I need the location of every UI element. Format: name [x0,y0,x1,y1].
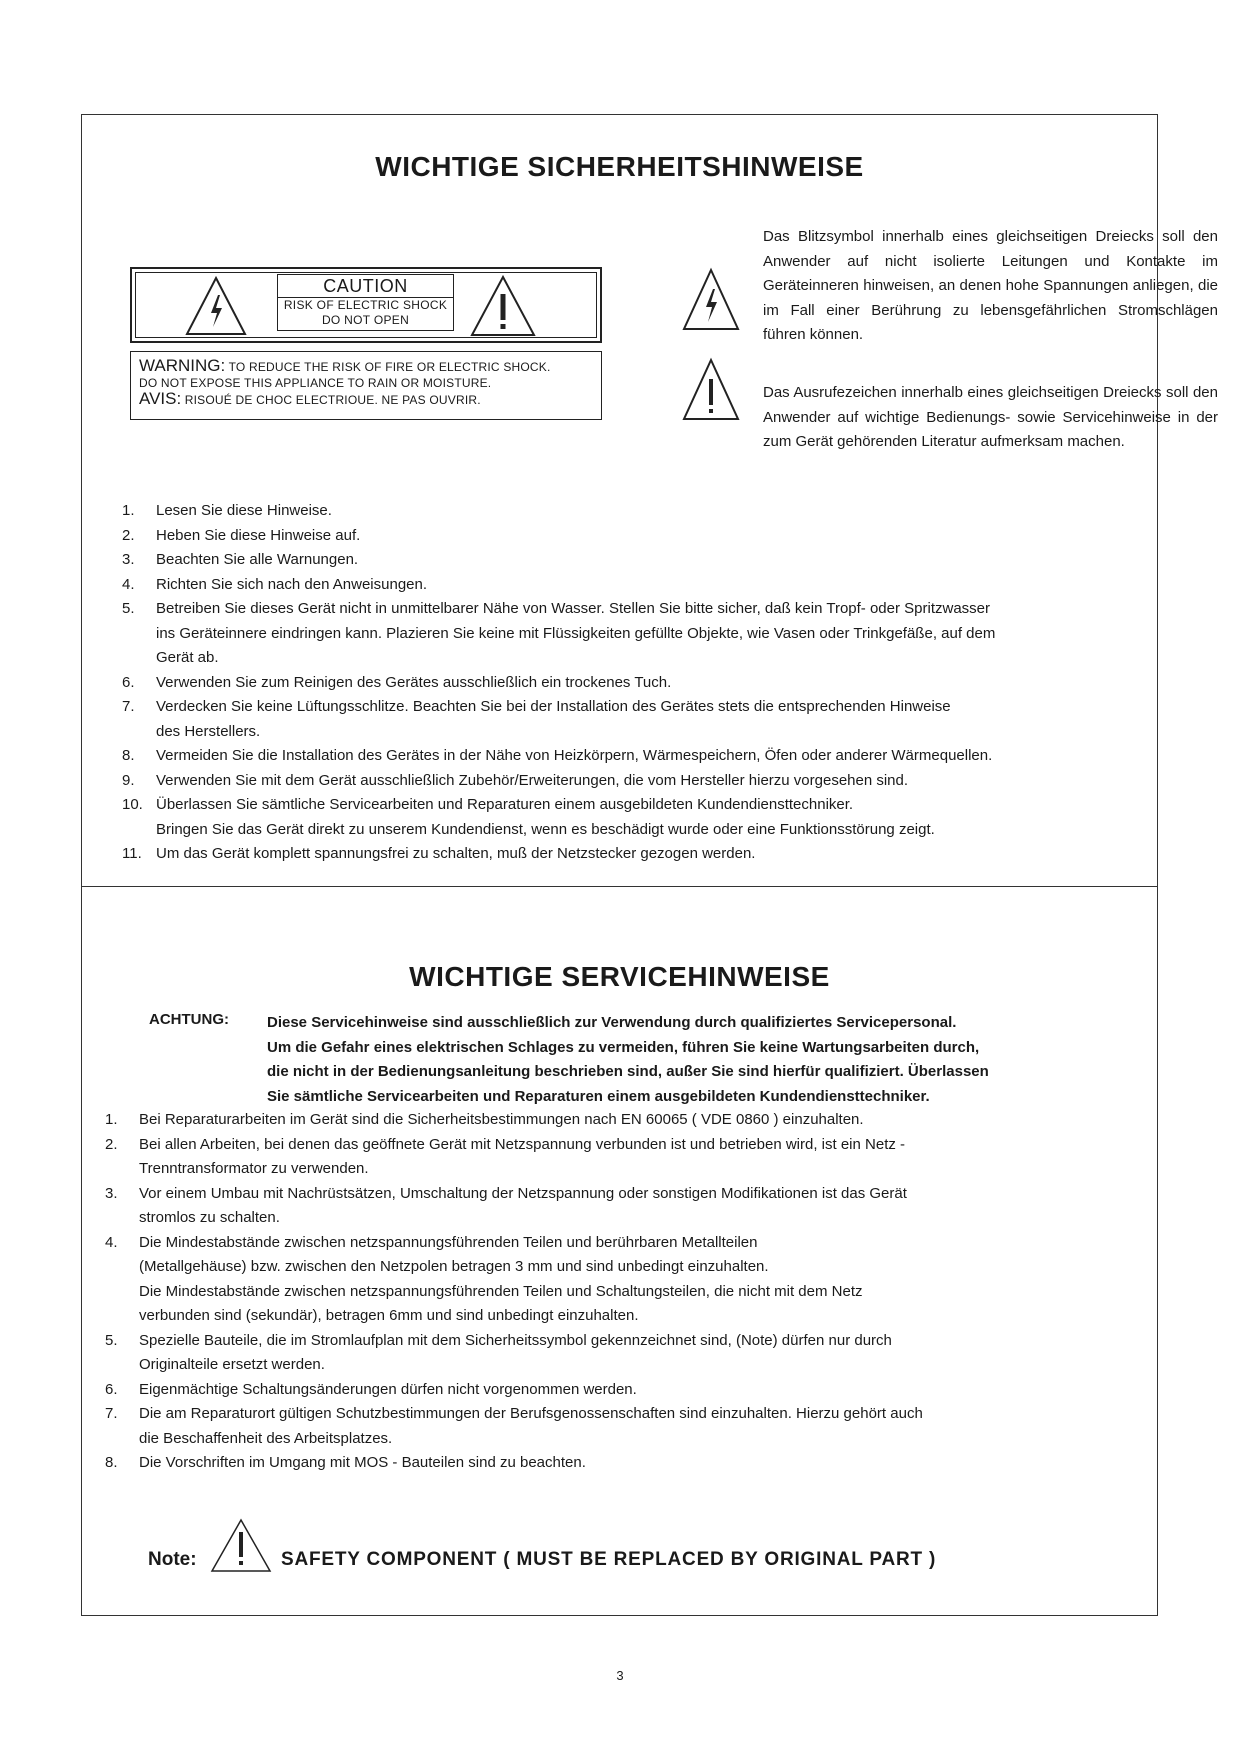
list-item: 1. Lesen Sie diese Hinweise. [122,502,332,519]
list-item: 8. Die Vorschriften im Umgang mit MOS - Bauteilen sind zu beachten. [105,1454,586,1471]
safety-exclamation-icon [210,1518,272,1574]
service-instructions-list [105,1108,1105,1476]
document-frame [81,114,1218,1616]
exclamation-explanation: Das Ausrufezeichen innerhalb eines gleichseitigen Dreiecks soll den Anwender auf wichtige Bedienungs- sowie Servicehinweise in der zum Gerät gehörenden Literatur aufmerksam machen. [763,384,1218,450]
list-item: 4. Die Mindestabstände zwischen netzspannungsführenden Teilen und berührbaren Metallteilen (Metallgehäuse) bzw. zwischen den Netzpolen betragen 3 mm und sind unbedingt einzuhalten. Die Mindestabstände zwischen netzspannungsführenden Teilen und Schaltungsteilen, die nicht mit dem Netz verbunden sind (sekundär), betragen 6mm und sind unbedingt einzuhalten. [105,1233,863,1324]
caution-word: CAUTION [278,275,453,298]
caution-label [130,267,602,343]
lightning-symbol-icon [682,267,740,333]
lightning-triangle-icon [184,275,248,337]
warning-label [130,351,602,420]
list-item: 9. Verwenden Sie mit dem Gerät ausschließlich Zubehör/Erweiterungen, die vom Hersteller hierzu vorgesehen sind. [122,771,909,789]
risk-line-1: RISK OF ELECTRIC SHOCK [283,298,448,312]
note-text: SAFETY COMPONENT ( MUST BE REPLACED BY ORIGINAL PART ) [281,1549,937,1570]
list-item: 5. Spezielle Bauteile, die im Stromlaufplan mit dem Sicherheitssymbol gekennzeichnet sind, (Note) dürfen nur durch Originalteile ersetzt werden. [105,1331,892,1373]
list-item: 1. Bei Reparaturarbeiten im Gerät sind die Sicherheitsbestimmungen nach EN 60065 ( VDE 0860 ) einzuhalten. [105,1111,864,1128]
list-item: 5. Betreiben Sie dieses Gerät nicht in unmittelbarer Nähe von Wasser. Stellen Sie bitte sicher, daß kein Tropf- oder Spritzwasser ins Geräteinnere eindringen kann. Plazieren Sie keine mit Flüssigkeiten gefüllte Objekte, wie Vasen oder Trinkgefäße, auf dem Gerät ab. [122,600,996,666]
caution-center [277,274,454,331]
list-item: 7. Verdecken Sie keine Lüftungsschlitze. Beachten Sie bei der Installation des Gerätes stets die entsprechenden Hinweise des Herstellers. [122,698,951,740]
page-number: 3 [616,1668,624,1683]
warning-word: WARNING: [139,356,226,375]
list-item: 8. Vermeiden Sie die Installation des Gerätes in der Nähe von Heizkörpern, Wärmespeichern, Öfen oder anderer Wärmequellen. [122,747,993,764]
list-item: 11. Um das Gerät komplett spannungsfrei zu schalten, muß der Netzstecker gezogen werden. [122,845,756,862]
warning-line-2: DO NOT EXPOSE THIS APPLIANCE TO RAIN OR MOISTURE. [139,376,492,390]
list-item: 6. Verwenden Sie zum Reinigen des Gerätes ausschließlich ein trockenes Tuch. [122,673,672,691]
list-item: 2. Heben Sie diese Hinweise auf. [122,526,361,544]
list-item: 3. Vor einem Umbau mit Nachrüstsätzen, Umschaltung der Netzspannung oder sonstigen Modifikationen ist das Gerät stromlos zu schalten. [105,1184,907,1226]
list-item: 7. Die am Reparaturort gültigen Schutzbestimmungen der Berufsgenossenschaften sind einzuhalten. Hierzu gehört auch die Beschaffenheit des Arbeitsplatzes. [105,1405,923,1447]
warning-line-1: TO REDUCE THE RISK OF FIRE OR ELECTRIC SHOCK. [228,360,551,374]
list-item: 4. Richten Sie sich nach den Anweisungen. [122,575,428,593]
service-title: WICHTIGE SERVICEHINWEISE [409,961,830,992]
safety-title: WICHTIGE SICHERHEITSHINWEISE [375,151,864,182]
list-item: 6. Eigenmächtige Schaltungsänderungen dürfen nicht vorgenommen werden. [105,1380,637,1398]
lightning-explanation: Das Blitzsymbol innerhalb eines gleichseitigen Dreiecks soll den Anwender auf nicht isolierte Leitungen und Kontakte im Geräteinneren hinweisen, an denen hohe Spannungen anliegen, die im Fall einer Berührung zu lebensgefährlichen Stromschlägen führen können. [763,228,1218,343]
risk-line-2: DO NOT OPEN [321,313,410,327]
note-label: Note: [148,1549,197,1570]
achtung-text: Diese Servicehinweise sind ausschließlich zur Verwendung durch qualifiziertes Servicepersonal. Um die Gefahr eines elektrischen Schlages zu vermeiden, führen Sie keine Wartungsarbeiten durch, die nicht in der Bedienungsanleitung beschrieben sind, außer Sie sind hierfür qualifiziert. Überlassen Sie sämtliche Servicearbeiten und Reparaturen einem ausgebildeten Kundendiensttechniker. [267,1014,989,1105]
list-item: 10. Überlassen Sie sämtliche Servicearbeiten und Reparaturen einem ausgebildeten Kundendiensttechniker. Bringen Sie das Gerät direkt zu unserem Kundendienst, wenn es beschädigt wurde oder eine Funktionsstörung zeigt. [122,796,935,838]
achtung-label: ACHTUNG: [149,1011,229,1028]
list-item: 3. Beachten Sie alle Warnungen. [122,551,359,568]
list-item: 2. Bei allen Arbeiten, bei denen das geöffnete Gerät mit Netzspannung verbunden ist und betrieben wird, ist ein Netz - Trenntransformator zu verwenden. [105,1135,906,1177]
section-divider [82,886,1157,887]
avis-text: RISOUÉ DE CHOC ELECTRIOUE. NE PAS OUVRIR. [184,393,481,407]
exclamation-symbol-icon [682,357,740,423]
safety-instructions-list [122,499,1122,867]
exclamation-triangle-icon [469,274,537,338]
avis-word: AVIS: [139,389,182,408]
